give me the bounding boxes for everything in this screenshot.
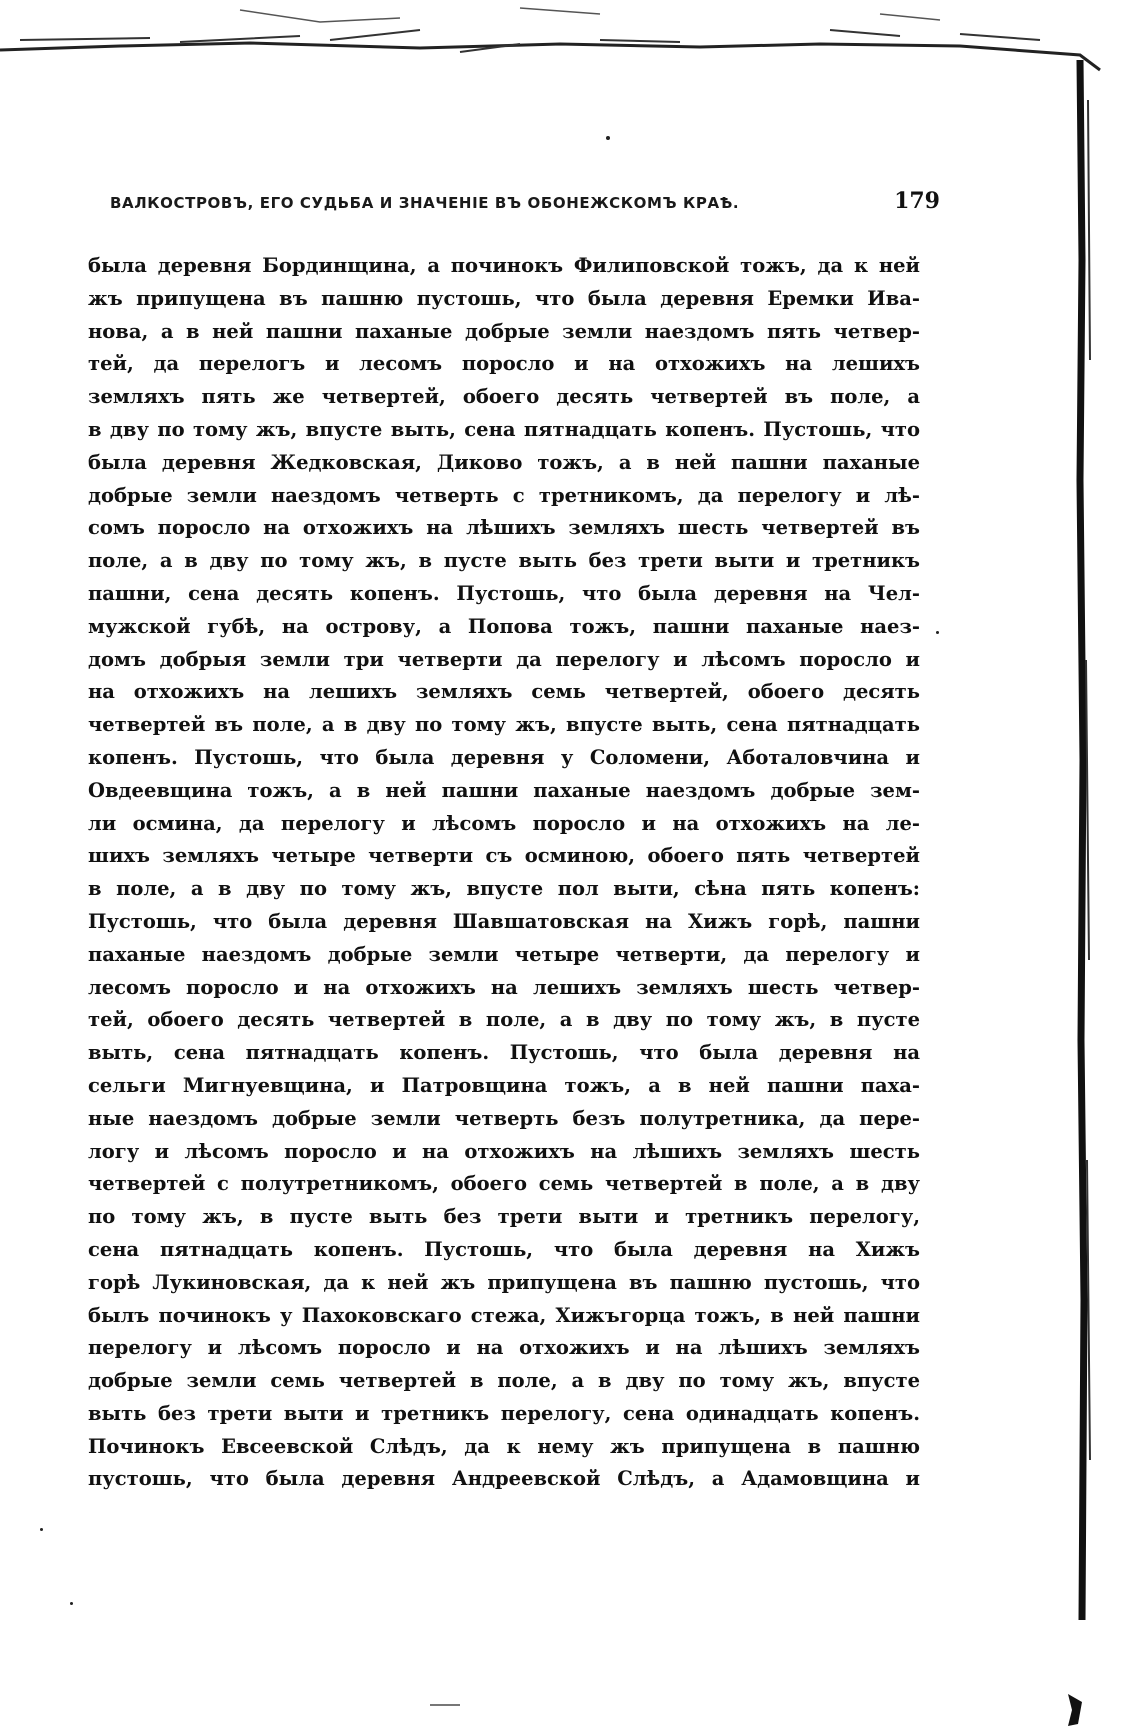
text-line: по тому жъ, в пусте выть без трети выти и третникъ перелогу,	[88, 1205, 920, 1229]
text-line: паханые наездомъ добрые земли четыре четверти, да перелогу и	[88, 942, 920, 966]
text-line: Пустошь, что была деревня Шавшатовская на Хижъ горѣ, пашни	[88, 909, 920, 933]
text-line: логу и лѣсомъ поросло и на отхожихъ на лѣшихъ земляхъ шесть	[88, 1139, 920, 1163]
body-text	[88, 250, 920, 1496]
text-line: нова, а в ней пашни паханые добрые земли наездомъ пять четвер-	[88, 319, 920, 343]
page-number: 179	[894, 188, 940, 214]
text-line: домъ добрыя земли три четверти да перелогу и лѣсомъ поросло и	[88, 647, 920, 671]
text-line: четвертей с полутретникомъ, обоего семь четвертей в поле, а в дву	[88, 1172, 920, 1196]
text-line: в поле, а в дву по тому жъ, впусте пол выти, сѣна пять копенъ:	[88, 877, 920, 901]
scan-dust-speck	[936, 631, 939, 634]
text-line: копенъ. Пустошь, что была деревня у Соломени, Аботаловчина и	[88, 745, 920, 769]
text-line: выть без трети выти и третникъ перелогу, сена одинадцать копенъ.	[88, 1401, 920, 1425]
text-line: в дву по тому жъ, впусте выть, сена пятнадцать копенъ. Пустошь, что	[88, 417, 920, 441]
text-line: земляхъ пять же четвертей, обоего десять четвертей въ поле, а	[88, 385, 920, 409]
text-line: поле, а в дву по тому жъ, в пусте выть без трети выти и третникъ	[88, 549, 920, 573]
scan-dust-speck	[430, 1704, 460, 1706]
text-line: добрые земли наездомъ четверть с третникомъ, да перелогу и лѣ-	[88, 483, 920, 507]
scan-bottom-artifact	[1062, 1690, 1092, 1730]
scan-top-edge-artifact	[0, 0, 1140, 80]
scan-right-edge-artifact	[1068, 60, 1108, 1620]
text-line: мужской губѣ, на острову, а Попова тожъ, пашни паханые наез-	[88, 614, 920, 638]
text-line: сена пятнадцать копенъ. Пустошь, что была деревня на Хижъ	[88, 1237, 920, 1261]
text-line: перелогу и лѣсомъ поросло и на отхожихъ и на лѣшихъ земляхъ	[88, 1336, 920, 1360]
text-line: тей, да перелогъ и лесомъ поросло и на отхожихъ на лешихъ	[88, 352, 920, 376]
text-line: сомъ поросло на отхожихъ на лѣшихъ земляхъ шесть четвертей въ	[88, 516, 920, 540]
text-line: была деревня Жедковская, Диково тожъ, а в ней пашни паханые	[88, 450, 920, 474]
text-line: была деревня Бординщина, а починокъ Филиповской тожъ, да к ней	[88, 254, 920, 277]
running-head: ВАЛКОСТРОВЪ, ЕГО СУДЬБА И ЗНАЧЕНІЕ ВЪ ОБОНЕЖСКОМЪ КРАѢ.	[110, 194, 740, 212]
text-line: добрые земли семь четвертей в поле, а в дву по тому жъ, впусте	[88, 1369, 920, 1393]
text-line: ные наездомъ добрые земли четверть безъ полутретника, да пере-	[88, 1106, 920, 1130]
text-line: выть, сена пятнадцать копенъ. Пустошь, что была деревня на	[88, 1041, 920, 1065]
text-line: лесомъ поросло и на отхожихъ на лешихъ земляхъ шесть четвер-	[88, 975, 920, 999]
text-line: четвертей въ поле, а в дву по тому жъ, впусте выть, сена пятнадцать	[88, 713, 920, 737]
text-line: горѣ Лукиновская, да к ней жъ припущена въ пашню пустошь, что	[88, 1270, 920, 1294]
scan-dust-speck	[70, 1602, 73, 1605]
text-line: на отхожихъ на лешихъ земляхъ семь четвертей, обоего десять	[88, 680, 920, 704]
text-line: сельги Мигнуевщина, и Патровщина тожъ, а в ней пашни паха-	[88, 1073, 920, 1097]
text-line: былъ починокъ у Пахоковскаго стежа, Хижъгорца тожъ, в ней пашни	[88, 1303, 920, 1327]
text-line: жъ припущена въ пашню пустошь, что была деревня Еремки Ива-	[88, 286, 920, 310]
text-line: шихъ земляхъ четыре четверти съ осминою, обоего пять четвертей	[88, 844, 920, 868]
text-line: пустошь, что была деревня Андреевской Слѣдъ, а Адамовщина и	[88, 1467, 920, 1491]
text-line: тей, обоего десять четвертей в поле, а в дву по тому жъ, в пусте	[88, 1008, 920, 1032]
text-line: Овдеевщина тожъ, а в ней пашни паханые наездомъ добрые зем-	[88, 778, 920, 802]
text-line: Починокъ Евсеевской Слѣдъ, да к нему жъ припущена в пашню	[88, 1434, 920, 1458]
scan-dust-speck	[606, 136, 610, 140]
scan-dust-speck	[40, 1528, 43, 1531]
text-line: ли осмина, да перелогу и лѣсомъ поросло и на отхожихъ на ле-	[88, 811, 920, 835]
page-header	[110, 188, 940, 214]
text-line: пашни, сена десять копенъ. Пустошь, что была деревня на Чел-	[88, 581, 920, 605]
